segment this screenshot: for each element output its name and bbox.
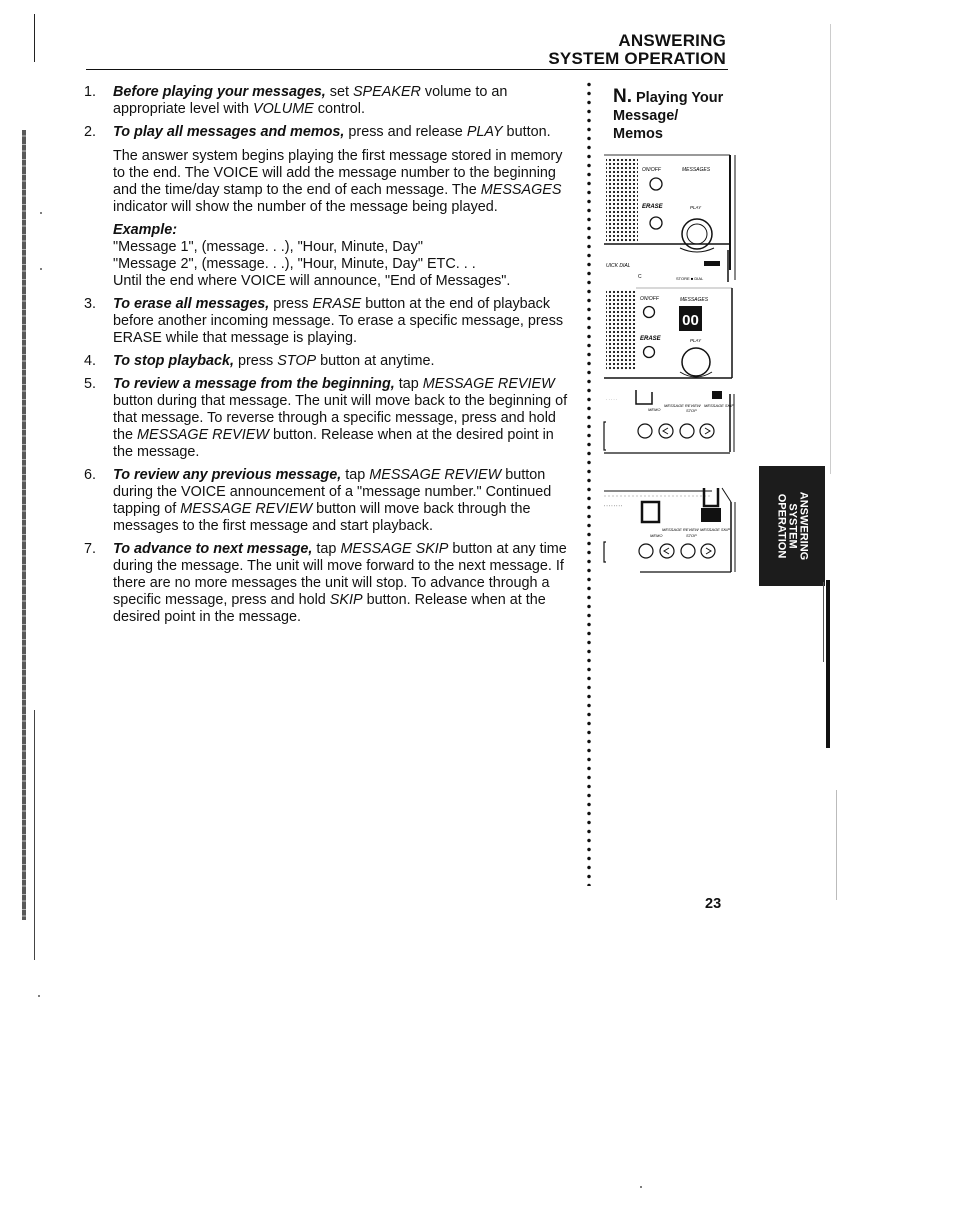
side-tab-line: ANSWERING bbox=[797, 491, 810, 561]
item-lead: To stop playback, bbox=[113, 353, 235, 369]
item-text: button. Release when at the desired point in the message. bbox=[113, 427, 554, 460]
binding-line bbox=[34, 710, 35, 960]
faint-label: · · · · · bbox=[606, 397, 618, 402]
item-text: button will move back through the messages to the first message and start playback. bbox=[113, 501, 531, 534]
item-number: 7. bbox=[84, 541, 97, 557]
section-letter: N. bbox=[613, 86, 632, 107]
item-text: button during the VOICE announcement of a "message number." Continued tapping of bbox=[113, 467, 552, 517]
item-text: button at anytime. bbox=[316, 353, 435, 369]
item-term: ERASE bbox=[312, 296, 362, 312]
item-term: PLAY bbox=[466, 124, 503, 140]
item-text: press bbox=[269, 296, 313, 312]
messages-label: MESSAGES bbox=[682, 167, 711, 173]
instructions-column bbox=[84, 84, 574, 632]
item-number: 3. bbox=[84, 296, 97, 312]
section-title-line: Playing Your bbox=[636, 90, 724, 106]
memo-button bbox=[639, 544, 653, 558]
item-number: 1. bbox=[84, 84, 97, 100]
speaker-grille bbox=[606, 290, 636, 370]
item-number: 4. bbox=[84, 353, 97, 369]
scan-speck bbox=[40, 212, 42, 214]
on-off-button bbox=[644, 307, 655, 318]
scan-speck bbox=[40, 268, 42, 270]
example-line: "Message 2", (message. . .), "Hour, Minute, Day" ETC. . . bbox=[113, 256, 476, 272]
binding-shadow bbox=[22, 130, 26, 920]
stop-button bbox=[681, 544, 695, 558]
on-off-button bbox=[650, 178, 662, 190]
scan-speck bbox=[640, 1186, 642, 1188]
header-line-2: SYSTEM OPERATION bbox=[548, 49, 726, 68]
play-label: PLAY bbox=[690, 338, 702, 343]
dotted-divider bbox=[587, 80, 591, 886]
item-text: tap bbox=[341, 467, 370, 483]
erase-label: ERASE bbox=[640, 336, 661, 342]
item-lead: To review any previous message, bbox=[113, 467, 342, 483]
message-review-label: MESSAGE REVIEW bbox=[664, 403, 701, 408]
item-term: MESSAGE REVIEW bbox=[137, 427, 269, 443]
play-label: PLAY bbox=[690, 205, 702, 210]
instruction-item bbox=[84, 467, 574, 535]
item-text: button during that message. The unit will move back to the beginning of that message. To reverse through a specific message, press and hold the bbox=[113, 393, 568, 443]
panel-review-skip bbox=[604, 390, 734, 453]
item-text: press bbox=[234, 353, 278, 369]
speaker-grille bbox=[606, 158, 638, 242]
item-lead: To erase all messages, bbox=[113, 296, 270, 312]
header-line-1: ANSWERING bbox=[618, 31, 726, 50]
on-off-label: ON/OFF bbox=[642, 167, 661, 173]
example-line: Until the end where VOICE will announce, "End of Messages". bbox=[113, 273, 511, 289]
item-term: MESSAGE REVIEW bbox=[180, 501, 313, 517]
item-text: button at any time during the message. The unit will move forward to the next message. If there are no more messages the unit will stop. To advance through a specific message, press and hold bbox=[113, 541, 567, 608]
para-text: indicator will show the number of the message being played. bbox=[113, 199, 498, 215]
item-text: button at the end of playback before another incoming message. To erase a specific message, press ERASE while that message is playing. bbox=[113, 296, 564, 346]
section-side-tab bbox=[759, 466, 825, 586]
side-tab-line: OPERATION bbox=[775, 493, 788, 559]
item-lead: Before playing your messages, bbox=[113, 84, 326, 100]
erase-label: ERASE bbox=[642, 204, 663, 210]
stop-label: STOP bbox=[686, 408, 697, 413]
device-illustrations bbox=[600, 150, 745, 590]
instruction-item bbox=[84, 124, 574, 290]
section-title-line: Message/ bbox=[613, 108, 679, 124]
display-digits: 00 bbox=[682, 312, 699, 329]
messages-label: MESSAGES bbox=[680, 297, 709, 303]
side-tab-label bbox=[776, 492, 809, 560]
message-skip-label: MESSAGE SKIP bbox=[700, 527, 731, 532]
item-number: 5. bbox=[84, 376, 97, 392]
instruction-item bbox=[84, 376, 574, 461]
item-text: press and release bbox=[344, 124, 467, 140]
review-button bbox=[659, 424, 673, 438]
skip-button bbox=[701, 544, 715, 558]
memo-button bbox=[638, 424, 652, 438]
instruction-item bbox=[84, 353, 574, 370]
item-term: SPEAKER bbox=[352, 84, 421, 100]
section-heading bbox=[613, 88, 743, 143]
faint-label: · · · · · · · · bbox=[604, 503, 623, 508]
item-text: button. bbox=[502, 124, 551, 140]
indicator-strip bbox=[704, 261, 720, 266]
example-heading: Example: bbox=[113, 222, 177, 238]
item-term: STOP bbox=[277, 353, 317, 369]
item-term: MESSAGE REVIEW bbox=[422, 376, 555, 392]
side-tab-line: SYSTEM bbox=[786, 503, 799, 549]
store-dial-label: STORE ■ DIAL bbox=[676, 276, 704, 281]
item-text: tap bbox=[312, 541, 341, 557]
para-text: The answer system begins playing the first message stored in memory to the end. The VOICE will add the message number to the beginning and the time/day stamp to the end of each message. The bbox=[113, 148, 563, 198]
margin-line bbox=[34, 14, 35, 62]
quick-dial-label: UICK DIAL bbox=[606, 263, 631, 269]
item-term: SKIP bbox=[329, 592, 363, 608]
example-line: "Message 1", (message. . .), "Hour, Minute, Day" bbox=[113, 239, 423, 255]
item-term: MESSAGE SKIP bbox=[340, 541, 449, 557]
stop-label: STOP bbox=[686, 533, 697, 538]
stop-button bbox=[680, 424, 694, 438]
description-paragraph bbox=[113, 148, 574, 216]
item-text: control. bbox=[313, 101, 365, 117]
erase-button bbox=[650, 217, 662, 229]
item-text: button. Release when at the desired point in the message. bbox=[113, 592, 546, 625]
panel-review-skip-closeup bbox=[604, 488, 735, 572]
item-number: 6. bbox=[84, 467, 97, 483]
scan-edge-artifact bbox=[14, 130, 38, 920]
item-lead: To advance to next message, bbox=[113, 541, 313, 557]
section-title-line: Memos bbox=[613, 126, 663, 142]
message-skip-label: MESSAGE SKIP bbox=[704, 403, 735, 408]
memo-label: MEMO bbox=[648, 407, 661, 412]
right-margin-line bbox=[836, 790, 837, 900]
right-margin-bar bbox=[826, 580, 830, 748]
header-rule bbox=[86, 69, 728, 70]
panel-display bbox=[604, 250, 732, 378]
instruction-item bbox=[84, 296, 574, 347]
item-term: MESSAGE REVIEW bbox=[369, 467, 502, 483]
label-c: C bbox=[638, 274, 642, 280]
para-term: MESSAGES bbox=[480, 182, 562, 198]
instruction-item bbox=[84, 541, 574, 626]
scan-speck bbox=[38, 995, 40, 997]
item-term: VOLUME bbox=[253, 101, 314, 117]
on-off-label: ON/OFF bbox=[640, 296, 659, 302]
message-review-label: MESSAGE REVIEW bbox=[662, 527, 699, 532]
item-text: tap bbox=[394, 376, 423, 392]
play-button bbox=[682, 348, 710, 376]
right-margin-line bbox=[830, 24, 831, 474]
page-header bbox=[548, 32, 726, 68]
right-margin-line bbox=[823, 582, 824, 662]
skip-button bbox=[700, 424, 714, 438]
item-text: volume to an appropriate level with bbox=[113, 84, 508, 117]
page-number: 23 bbox=[705, 896, 722, 912]
erase-button bbox=[644, 347, 655, 358]
instruction-item bbox=[84, 84, 574, 118]
memo-label: MEMO bbox=[650, 533, 663, 538]
item-text: set bbox=[325, 84, 353, 100]
item-number: 2. bbox=[84, 124, 97, 140]
review-button bbox=[660, 544, 674, 558]
item-lead: To play all messages and memos, bbox=[113, 124, 345, 140]
item-lead: To review a message from the beginning, bbox=[113, 376, 395, 392]
